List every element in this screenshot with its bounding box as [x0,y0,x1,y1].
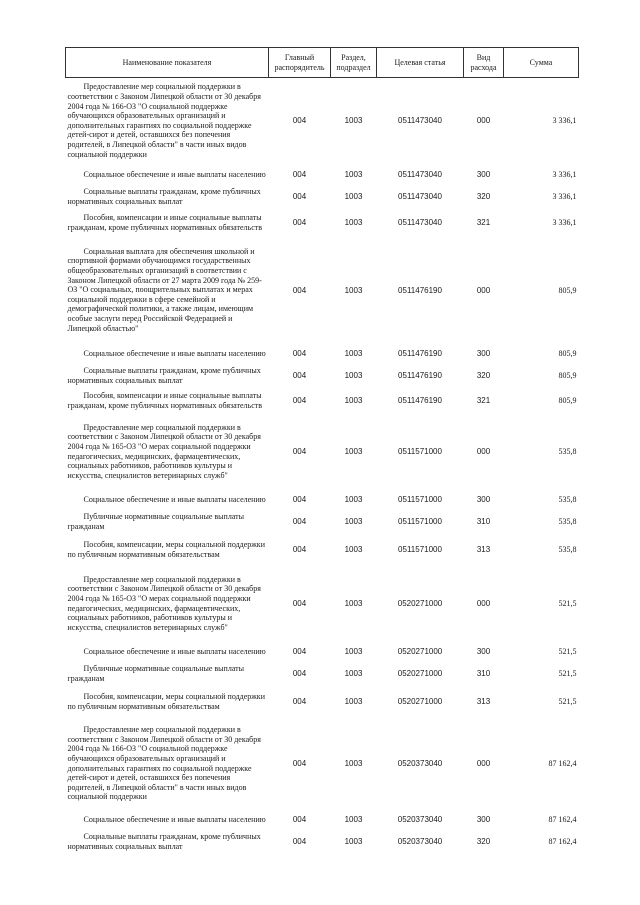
row-target: 0511476190 [398,371,442,380]
row-manager: 004 [292,517,307,526]
row-section: 1003 [344,647,363,656]
row-target: 0520373040 [397,837,443,846]
row-target: 0511571000 [398,495,442,504]
row-name: Публичные нормативные социальные выплаты гражданам [67,663,245,683]
row-target: 0520271000 [397,669,443,678]
row-manager: 004 [292,495,307,504]
row-type: 000 [476,759,491,768]
row-type: 000 [476,285,491,295]
table-row [66,641,579,663]
row-target: 0511571000 [398,545,442,554]
row-type: 310 [476,669,491,678]
table-row [66,663,579,685]
row-manager: 004 [292,116,307,126]
row-manager: 004 [292,447,307,456]
row-name: Социальные выплаты гражданам, кроме публичных нормативных социальных выплат [67,365,261,385]
row-name: Пособия, компенсации и иные социальные выплаты гражданам, кроме публичных нормативных обязательств [67,212,263,232]
row-name: Социальное обеспечение и иные выплаты населению [83,348,266,358]
table-row [66,489,579,511]
header-row [66,48,579,78]
row-type: 300 [476,647,491,656]
header-name: Наименование показателя [66,48,269,78]
table-row [66,164,579,186]
row-target: 0511476190 [398,349,442,358]
table-row [66,719,579,809]
row-sum: 3 336,1 [552,170,577,179]
row-name: Социальное обеспечение и иные выплаты населению [83,814,266,824]
row-section: 1003 [344,815,363,824]
row-name: Социальные выплаты гражданам, кроме публичных нормативных социальных выплат [67,831,261,851]
row-target: 0520271000 [397,697,443,706]
row-type: 300 [476,349,491,358]
row-sum: 805,9 [558,396,577,405]
table-row [66,511,579,533]
row-manager: 004 [292,218,307,227]
row-name: Социальное обеспечение и иные выплаты населению [83,169,266,179]
table-row [66,831,579,853]
row-type: 320 [476,837,491,846]
row-section: 1003 [344,495,363,504]
header-target: Целевая статья [377,48,464,78]
row-sum: 521,5 [558,599,577,608]
row-name: Предоставление мер социальной поддержки в соответствии с Законом Липецкой области от 30 декабря 2004 года № 166-ОЗ "О социальной поддержке обучающихся образовательных организаций и дополнительных гарантиях по социальной поддержке детей-сирот и детей, оставшихся без попечения родителей, в Липецкой области" в части иных видов социальной поддержки [67,82,261,159]
row-name: Предоставление мер социальной поддержки в соответствии с Законом Липецкой области от 30 декабря 2004 года № 165-ОЗ "О мерах социальной поддержки педагогических, медицинских, фармацевтических, социальных работников, работников культуры и искусства, специалистов ветеринарных служб" [67,574,261,632]
row-sum: 535,8 [558,517,577,526]
row-type: 320 [476,192,491,201]
row-section: 1003 [344,669,363,678]
row-type: 310 [476,517,491,526]
row-sum: 3 336,1 [552,218,577,227]
header-manager: Главный распорядитель [269,48,331,78]
header-expense-type: Вид расхода [464,48,504,78]
row-manager: 004 [292,170,307,179]
row-sum: 87 162,4 [548,759,577,768]
row-target: 0520271000 [397,647,443,656]
row-manager: 004 [292,192,307,201]
row-manager: 004 [292,599,307,608]
table-row [66,415,579,489]
row-sum: 805,9 [558,285,577,295]
table-header [66,48,579,78]
header-section: Раздел, подраздел [331,48,377,78]
table-row [66,208,579,238]
table-row [66,809,579,831]
row-type: 313 [476,697,491,706]
row-section: 1003 [344,349,363,358]
row-sum: 805,9 [558,371,577,380]
table-row [66,78,579,164]
row-name: Социальное обеспечение и иные выплаты населению [83,494,266,504]
row-section: 1003 [344,396,363,405]
header-sum: Сумма [504,48,579,78]
row-type: 313 [476,545,491,554]
row-name: Предоставление мер социальной поддержки в соответствии с Законом Липецкой области от 30 декабря 2004 года № 166-ОЗ "О социальной поддержке обучающихся образовательных организаций и дополнительных гарантиях по социальной поддержке детей-сирот и детей, оставшихся без попечения родителей, в Липецкой области" в части иных видов социальной поддержки [67,725,261,802]
row-type: 000 [476,116,491,126]
row-target: 0520373040 [397,759,443,768]
row-type: 320 [476,371,491,380]
row-name: Пособия, компенсации, меры социальной поддержки по публичным нормативным обязательствам [67,691,265,711]
row-section: 1003 [344,447,363,456]
row-section: 1003 [344,837,363,846]
row-name: Пособия, компенсации, меры социальной поддержки по публичным нормативным обязательствам [67,539,265,559]
row-sum: 805,9 [558,349,577,358]
row-type: 000 [476,447,491,456]
row-sum: 87 162,4 [548,815,577,824]
row-manager: 004 [292,396,307,405]
row-section: 1003 [344,170,363,179]
row-target: 0520271000 [397,599,443,608]
row-target: 0511476190 [398,285,442,295]
row-sum: 521,5 [558,697,577,706]
row-section: 1003 [344,218,363,227]
row-sum: 535,8 [558,495,577,504]
row-manager: 004 [292,545,307,554]
table-row [66,186,579,208]
row-section: 1003 [344,285,363,295]
row-type: 321 [476,396,491,405]
row-section: 1003 [344,517,363,526]
row-type: 000 [476,599,491,608]
row-section: 1003 [344,697,363,706]
table-row [66,533,579,567]
row-target: 0520373040 [397,815,443,824]
row-target: 0511473040 [398,192,442,201]
row-sum: 521,5 [558,647,577,656]
row-manager: 004 [292,647,307,656]
row-type: 300 [476,495,491,504]
row-target: 0511476190 [398,396,442,405]
row-sum: 87 162,4 [548,837,577,846]
table-row [66,343,579,365]
row-sum: 521,5 [558,669,577,678]
row-name: Пособия, компенсации и иные социальные выплаты гражданам, кроме публичных нормативных обязательств [67,390,263,410]
row-target: 0511473040 [398,170,442,179]
row-target: 0511571000 [398,517,442,526]
row-sum: 535,8 [558,447,577,456]
row-section: 1003 [344,371,363,380]
row-name: Предоставление мер социальной поддержки в соответствии с Законом Липецкой области от 30 декабря 2004 года № 165-ОЗ "О мерах социальной поддержки педагогических, медицинских, фармацевтических, социальных работников, работников культуры и искусства, специалистов ветеринарных служб" [67,422,261,480]
row-section: 1003 [344,759,363,768]
row-target: 0511473040 [398,116,442,126]
row-sum: 3 336,1 [552,116,577,126]
row-manager: 004 [292,285,307,295]
row-section: 1003 [344,116,363,126]
row-manager: 004 [292,759,307,768]
row-manager: 004 [292,371,307,380]
row-manager: 004 [292,349,307,358]
row-manager: 004 [292,669,307,678]
row-section: 1003 [344,599,363,608]
row-name: Социальная выплата для обеспечения школьной и спортивной формами обучающимся государственных общеобразовательных организаций в соответствии с Законом Липецкой области от 27 марта 2009 года № 259-ОЗ "О социальных, поощрительных выплатах и мерах социальной поддержки в сфере семейной и демографической политики, а также лицам, имеющим особые заслуги перед Российской Федерацией и Липецкой областью" [67,246,262,333]
row-manager: 004 [292,837,307,846]
table-row [66,387,579,415]
table-row [66,365,579,387]
row-type: 300 [476,815,491,824]
table-row [66,567,579,641]
row-target: 0511571000 [398,447,442,456]
row-type: 300 [476,170,491,179]
row-sum: 535,8 [558,545,577,554]
row-name: Публичные нормативные социальные выплаты гражданам [67,511,245,531]
row-target: 0511473040 [398,218,442,227]
budget-table [65,47,579,853]
table-body [66,78,579,853]
row-section: 1003 [344,192,363,201]
row-name: Социальное обеспечение и иные выплаты населению [83,646,266,656]
table-row [66,238,579,343]
row-name: Социальные выплаты гражданам, кроме публичных нормативных социальных выплат [67,186,261,206]
table-row [66,685,579,719]
row-type: 321 [476,218,491,227]
row-manager: 004 [292,815,307,824]
row-section: 1003 [344,545,363,554]
row-manager: 004 [292,697,307,706]
row-sum: 3 336,1 [552,192,577,201]
